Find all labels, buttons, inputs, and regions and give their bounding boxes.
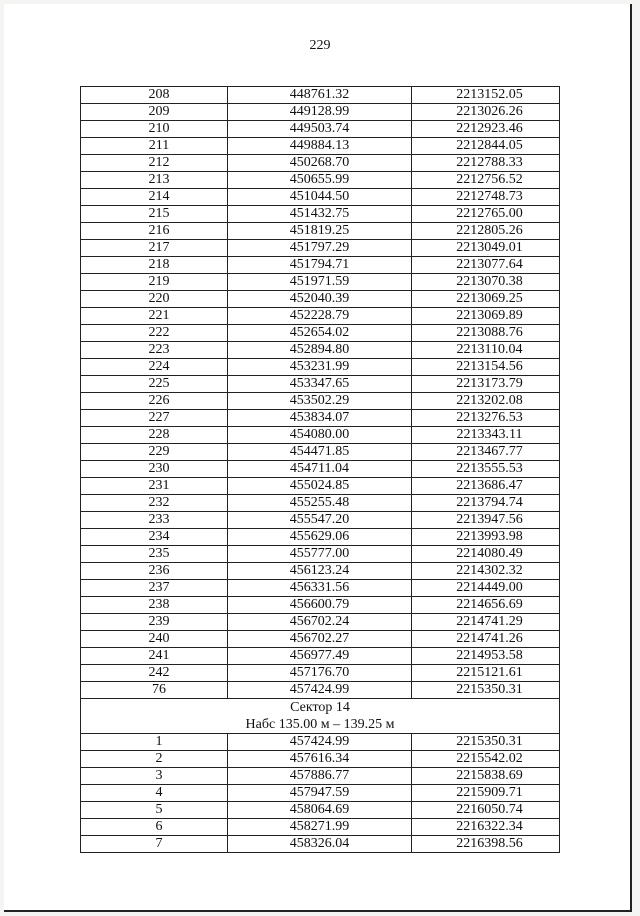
x-coordinate-cell: 452228.79 — [228, 308, 412, 325]
y-coordinate-cell: 2216050.74 — [412, 802, 560, 819]
point-number-cell: 233 — [81, 512, 228, 529]
point-number-cell: 216 — [81, 223, 228, 240]
x-coordinate-cell: 456702.27 — [228, 631, 412, 648]
y-coordinate-cell: 2213152.05 — [412, 87, 560, 104]
table-row — [81, 240, 560, 257]
x-coordinate-cell: 453231.99 — [228, 359, 412, 376]
page-number: 229 — [309, 38, 331, 53]
y-coordinate-cell: 2212756.52 — [412, 172, 560, 189]
y-coordinate-cell: 2214302.32 — [412, 563, 560, 580]
y-coordinate-cell: 2213555.53 — [412, 461, 560, 478]
table-row — [81, 257, 560, 274]
x-coordinate-cell: 448761.32 — [228, 87, 412, 104]
point-number-cell: 234 — [81, 529, 228, 546]
x-coordinate-cell: 451044.50 — [228, 189, 412, 206]
point-number-cell: 225 — [81, 376, 228, 393]
x-coordinate-cell: 455629.06 — [228, 529, 412, 546]
y-coordinate-cell: 2213026.26 — [412, 104, 560, 121]
table-row — [81, 189, 560, 206]
table-row — [81, 529, 560, 546]
x-coordinate-cell: 449503.74 — [228, 121, 412, 138]
y-coordinate-cell: 2213069.25 — [412, 291, 560, 308]
table-row — [81, 734, 560, 751]
y-coordinate-cell: 2212844.05 — [412, 138, 560, 155]
x-coordinate-cell: 455547.20 — [228, 512, 412, 529]
x-coordinate-cell: 451971.59 — [228, 274, 412, 291]
section-subtitle: Набс 135.00 м – 139.25 м — [245, 717, 395, 732]
point-number-cell: 224 — [81, 359, 228, 376]
point-number-cell: 227 — [81, 410, 228, 427]
x-coordinate-cell: 457616.34 — [228, 751, 412, 768]
table-row — [81, 427, 560, 444]
x-coordinate-cell: 457424.99 — [228, 734, 412, 751]
point-number-cell: 4 — [81, 785, 228, 802]
x-coordinate-cell: 455255.48 — [228, 495, 412, 512]
y-coordinate-cell: 2213088.76 — [412, 325, 560, 342]
point-number-cell: 237 — [81, 580, 228, 597]
point-number-cell: 217 — [81, 240, 228, 257]
y-coordinate-cell: 2213070.38 — [412, 274, 560, 291]
y-coordinate-cell: 2213154.56 — [412, 359, 560, 376]
x-coordinate-cell: 456600.79 — [228, 597, 412, 614]
y-coordinate-cell: 2214741.26 — [412, 631, 560, 648]
point-number-cell: 228 — [81, 427, 228, 444]
point-number-cell: 222 — [81, 325, 228, 342]
point-number-cell: 219 — [81, 274, 228, 291]
table-row — [81, 478, 560, 495]
y-coordinate-cell: 2213110.04 — [412, 342, 560, 359]
table-row — [81, 376, 560, 393]
table-row — [81, 512, 560, 529]
point-number-cell: 230 — [81, 461, 228, 478]
x-coordinate-cell: 452894.80 — [228, 342, 412, 359]
table-row — [81, 614, 560, 631]
x-coordinate-cell: 453347.65 — [228, 376, 412, 393]
point-number-cell: 212 — [81, 155, 228, 172]
y-coordinate-cell: 2213173.79 — [412, 376, 560, 393]
y-coordinate-cell: 2212765.00 — [412, 206, 560, 223]
coordinates-table-bottom — [81, 734, 560, 853]
table-row — [81, 461, 560, 478]
x-coordinate-cell: 456702.24 — [228, 614, 412, 631]
x-coordinate-cell: 457176.70 — [228, 665, 412, 682]
table-row — [81, 308, 560, 325]
coordinates-table — [80, 86, 560, 853]
x-coordinate-cell: 453502.29 — [228, 393, 412, 410]
point-number-cell: 231 — [81, 478, 228, 495]
point-number-cell: 3 — [81, 768, 228, 785]
y-coordinate-cell: 2214656.69 — [412, 597, 560, 614]
x-coordinate-cell: 456977.49 — [228, 648, 412, 665]
point-number-cell: 223 — [81, 342, 228, 359]
y-coordinate-cell: 2216398.56 — [412, 836, 560, 853]
x-coordinate-cell: 455024.85 — [228, 478, 412, 495]
y-coordinate-cell: 2213794.74 — [412, 495, 560, 512]
table-row — [81, 546, 560, 563]
section-title: Сектор 14 — [290, 700, 350, 715]
point-number-cell: 218 — [81, 257, 228, 274]
table-row — [81, 648, 560, 665]
x-coordinate-cell: 452040.39 — [228, 291, 412, 308]
y-coordinate-cell: 2215350.31 — [412, 734, 560, 751]
point-number-cell: 208 — [81, 87, 228, 104]
x-coordinate-cell: 456331.56 — [228, 580, 412, 597]
point-number-cell: 6 — [81, 819, 228, 836]
table-row — [81, 410, 560, 427]
x-coordinate-cell: 451794.71 — [228, 257, 412, 274]
point-number-cell: 76 — [81, 682, 228, 699]
point-number-cell: 241 — [81, 648, 228, 665]
point-number-cell: 238 — [81, 597, 228, 614]
y-coordinate-cell: 2215909.71 — [412, 785, 560, 802]
x-coordinate-cell: 451797.29 — [228, 240, 412, 257]
table-row — [81, 682, 560, 699]
x-coordinate-cell: 451432.75 — [228, 206, 412, 223]
section-header — [81, 699, 560, 734]
point-number-cell: 5 — [81, 802, 228, 819]
section-header-cell — [81, 699, 560, 734]
table-row — [81, 393, 560, 410]
y-coordinate-cell: 2213202.08 — [412, 393, 560, 410]
point-number-cell: 215 — [81, 206, 228, 223]
table-row — [81, 342, 560, 359]
x-coordinate-cell: 458271.99 — [228, 819, 412, 836]
y-coordinate-cell: 2215350.31 — [412, 682, 560, 699]
y-coordinate-cell: 2215838.69 — [412, 768, 560, 785]
point-number-cell: 1 — [81, 734, 228, 751]
y-coordinate-cell: 2212805.26 — [412, 223, 560, 240]
point-number-cell: 209 — [81, 104, 228, 121]
x-coordinate-cell: 455777.00 — [228, 546, 412, 563]
table-row — [81, 768, 560, 785]
y-coordinate-cell: 2212788.33 — [412, 155, 560, 172]
point-number-cell: 235 — [81, 546, 228, 563]
table-row — [81, 444, 560, 461]
x-coordinate-cell: 454080.00 — [228, 427, 412, 444]
point-number-cell: 7 — [81, 836, 228, 853]
y-coordinate-cell: 2213049.01 — [412, 240, 560, 257]
y-coordinate-cell: 2214741.29 — [412, 614, 560, 631]
table-row — [81, 138, 560, 155]
y-coordinate-cell: 2212923.46 — [412, 121, 560, 138]
point-number-cell: 213 — [81, 172, 228, 189]
section-header-row — [81, 699, 560, 734]
x-coordinate-cell: 456123.24 — [228, 563, 412, 580]
table-row — [81, 665, 560, 682]
table-row — [81, 495, 560, 512]
point-number-cell: 236 — [81, 563, 228, 580]
y-coordinate-cell: 2215121.61 — [412, 665, 560, 682]
y-coordinate-cell: 2214449.00 — [412, 580, 560, 597]
x-coordinate-cell: 454711.04 — [228, 461, 412, 478]
table-row — [81, 274, 560, 291]
y-coordinate-cell: 2213077.64 — [412, 257, 560, 274]
x-coordinate-cell: 458326.04 — [228, 836, 412, 853]
point-number-cell: 214 — [81, 189, 228, 206]
x-coordinate-cell: 457886.77 — [228, 768, 412, 785]
x-coordinate-cell: 449128.99 — [228, 104, 412, 121]
x-coordinate-cell: 453834.07 — [228, 410, 412, 427]
x-coordinate-cell: 451819.25 — [228, 223, 412, 240]
point-number-cell: 221 — [81, 308, 228, 325]
x-coordinate-cell: 457424.99 — [228, 682, 412, 699]
table-row — [81, 291, 560, 308]
point-number-cell: 232 — [81, 495, 228, 512]
x-coordinate-cell: 458064.69 — [228, 802, 412, 819]
y-coordinate-cell: 2212748.73 — [412, 189, 560, 206]
table-row — [81, 172, 560, 189]
table-row — [81, 359, 560, 376]
table-row — [81, 597, 560, 614]
table-row — [81, 121, 560, 138]
table-row — [81, 325, 560, 342]
table-row — [81, 802, 560, 819]
table-row — [81, 155, 560, 172]
table-row — [81, 206, 560, 223]
point-number-cell: 211 — [81, 138, 228, 155]
table-row — [81, 223, 560, 240]
coordinates-table-top — [81, 87, 560, 699]
y-coordinate-cell: 2214953.58 — [412, 648, 560, 665]
table-row — [81, 836, 560, 853]
x-coordinate-cell: 450655.99 — [228, 172, 412, 189]
point-number-cell: 240 — [81, 631, 228, 648]
point-number-cell: 220 — [81, 291, 228, 308]
point-number-cell: 239 — [81, 614, 228, 631]
table-row — [81, 819, 560, 836]
point-number-cell: 226 — [81, 393, 228, 410]
x-coordinate-cell: 452654.02 — [228, 325, 412, 342]
y-coordinate-cell: 2213343.11 — [412, 427, 560, 444]
table-row — [81, 580, 560, 597]
table-row — [81, 785, 560, 802]
y-coordinate-cell: 2213947.56 — [412, 512, 560, 529]
y-coordinate-cell: 2216322.34 — [412, 819, 560, 836]
x-coordinate-cell: 454471.85 — [228, 444, 412, 461]
table-row — [81, 563, 560, 580]
table-row — [81, 104, 560, 121]
x-coordinate-cell: 457947.59 — [228, 785, 412, 802]
y-coordinate-cell: 2213276.53 — [412, 410, 560, 427]
x-coordinate-cell: 450268.70 — [228, 155, 412, 172]
table-row — [81, 87, 560, 104]
y-coordinate-cell: 2214080.49 — [412, 546, 560, 563]
y-coordinate-cell: 2213993.98 — [412, 529, 560, 546]
point-number-cell: 210 — [81, 121, 228, 138]
y-coordinate-cell: 2213069.89 — [412, 308, 560, 325]
y-coordinate-cell: 2215542.02 — [412, 751, 560, 768]
table-row — [81, 751, 560, 768]
x-coordinate-cell: 449884.13 — [228, 138, 412, 155]
y-coordinate-cell: 2213686.47 — [412, 478, 560, 495]
point-number-cell: 229 — [81, 444, 228, 461]
point-number-cell: 242 — [81, 665, 228, 682]
table-row — [81, 631, 560, 648]
point-number-cell: 2 — [81, 751, 228, 768]
y-coordinate-cell: 2213467.77 — [412, 444, 560, 461]
